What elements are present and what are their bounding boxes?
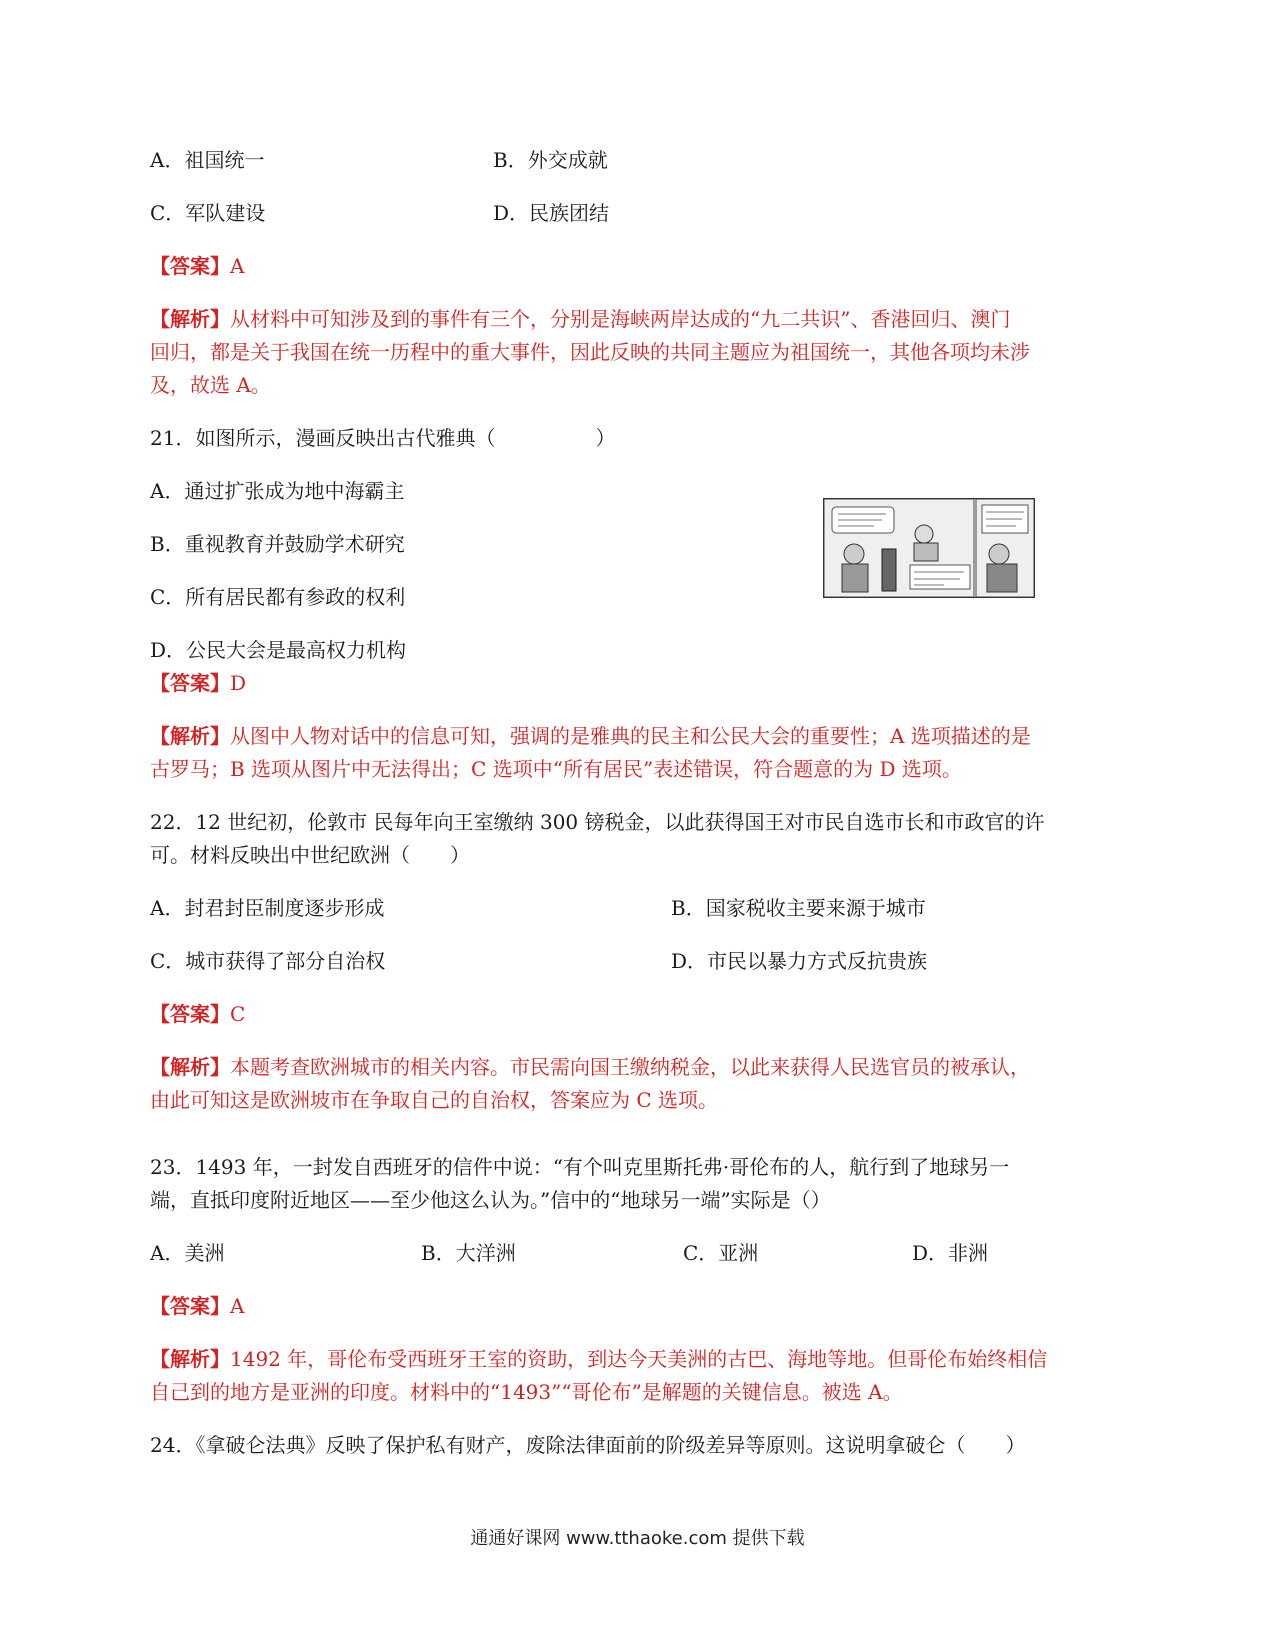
q20-analysis-line-1 bbox=[150, 302, 1010, 336]
q20-answer bbox=[150, 249, 244, 283]
answer-value: A bbox=[230, 254, 245, 278]
q23-analysis-line-1 bbox=[150, 1342, 1047, 1376]
analysis-tag: 【解析】 bbox=[150, 1347, 230, 1371]
q21-analysis-line-2: 古罗马；B 选项从图片中无法得出；C 选项中“所有居民”表述错误，符合题意的为 D 选项。 bbox=[150, 757, 962, 781]
analysis-tag: 【解析】 bbox=[150, 724, 230, 748]
q21-analysis-line-1 bbox=[150, 719, 1031, 753]
q23-analysis-line-2: 自己到的地方是亚洲的印度。材料中的“1493”“哥伦布”是解题的关键信息。被选 A。 bbox=[150, 1380, 903, 1404]
q21-option-b: B．重视教育并鼓励学术研究 bbox=[150, 532, 405, 556]
q22-answer bbox=[150, 997, 245, 1031]
analysis-text: 1492 年，哥伦布受西班牙王室的资助，到达今天美洲的古巴、海地等地。但哥伦布始终相信 bbox=[230, 1347, 1048, 1371]
analysis-text: 本题考查欧洲城市的相关内容。市民需向国王缴纳税金，以此来获得人民选官员的被承认， bbox=[230, 1055, 1030, 1079]
analysis-tag: 【解析】 bbox=[150, 1055, 230, 1079]
q22-analysis-line-1 bbox=[150, 1050, 1030, 1084]
page-footer: 通通好课网 www.tthaoke.com 提供下载 bbox=[470, 1528, 805, 1549]
q21-answer bbox=[150, 666, 246, 700]
answer-tag: 【答案】 bbox=[150, 1002, 230, 1026]
q22-option-a: A．封君封臣制度逐步形成 bbox=[150, 896, 385, 920]
q23-answer bbox=[150, 1289, 244, 1323]
answer-value: C bbox=[230, 1002, 246, 1026]
q22-option-c: C．城市获得了部分自治权 bbox=[150, 949, 386, 973]
analysis-text: 从材料中可知涉及到的事件有三个，分别是海峡两岸达成的“九二共识”、香港回归、澳门 bbox=[230, 307, 1011, 331]
q23-option-b: B．大洋洲 bbox=[421, 1241, 516, 1265]
analysis-text: 从图中人物对话中的信息可知，强调的是雅典的民主和公民大会的重要性；A 选项描述的是 bbox=[230, 724, 1031, 748]
q24-stem: 24．《拿破仑法典》反映了保护私有财产，废除法律面前的阶级差异等原则。这说明拿破仑（ ） bbox=[150, 1433, 1026, 1457]
q22-stem-line-2: 可。材料反映出中世纪欧洲（ ） bbox=[150, 843, 470, 867]
q20-option-a: A．祖国统一 bbox=[150, 148, 265, 172]
q23-option-c: C．亚洲 bbox=[683, 1241, 759, 1265]
analysis-tag: 【解析】 bbox=[150, 307, 230, 331]
q20-option-b: B．外交成就 bbox=[493, 148, 608, 172]
q21-option-a: A．通过扩张成为地中海霸主 bbox=[150, 479, 405, 503]
answer-value: A bbox=[230, 1294, 245, 1318]
q22-option-d: D．市民以暴力方式反抗贵族 bbox=[671, 949, 928, 973]
comic-drawing bbox=[824, 499, 1034, 597]
q21-stem: 21．如图所示，漫画反映出古代雅典（ ） bbox=[150, 426, 616, 450]
q23-option-d: D．非洲 bbox=[912, 1241, 989, 1265]
answer-tag: 【答案】 bbox=[150, 1294, 230, 1318]
q20-analysis-line-2: 回归，都是关于我国在统一历程中的重大事件，因此反映的共同主题应为祖国统一，其他各项均未涉 bbox=[150, 340, 1030, 364]
answer-tag: 【答案】 bbox=[150, 671, 230, 695]
q21-option-d: D．公民大会是最高权力机构 bbox=[150, 638, 407, 662]
q20-option-d: D．民族团结 bbox=[493, 201, 610, 225]
answer-value: D bbox=[230, 671, 247, 695]
q22-option-b: B．国家税收主要来源于城市 bbox=[671, 896, 926, 920]
q20-option-c: C．军队建设 bbox=[150, 201, 266, 225]
q23-stem-line-2: 端，直抵印度附近地区——至少他这么认为。”信中的“地球另一端”实际是（） bbox=[150, 1188, 831, 1212]
q21-option-c: C．所有居民都有参政的权利 bbox=[150, 585, 406, 609]
q22-analysis-line-2: 由此可知这是欧洲坡市在争取自己的自治权，答案应为 C 选项。 bbox=[150, 1088, 719, 1112]
comic-illustration bbox=[823, 498, 1035, 598]
q23-option-a: A．美洲 bbox=[150, 1241, 225, 1265]
q22-stem-line-1: 22．12 世纪初，伦敦市 民每年向王室缴纳 300 镑税金，以此获得国王对市民自选市长和市政官的许 bbox=[150, 810, 1045, 834]
q23-stem-line-1: 23．1493 年，一封发自西班牙的信件中说：“有个叫克里斯托弗·哥伦布的人，航行到了地球另一 bbox=[150, 1155, 1010, 1179]
answer-tag: 【答案】 bbox=[150, 254, 230, 278]
q20-analysis-line-3: 及，故选 A。 bbox=[150, 373, 271, 397]
